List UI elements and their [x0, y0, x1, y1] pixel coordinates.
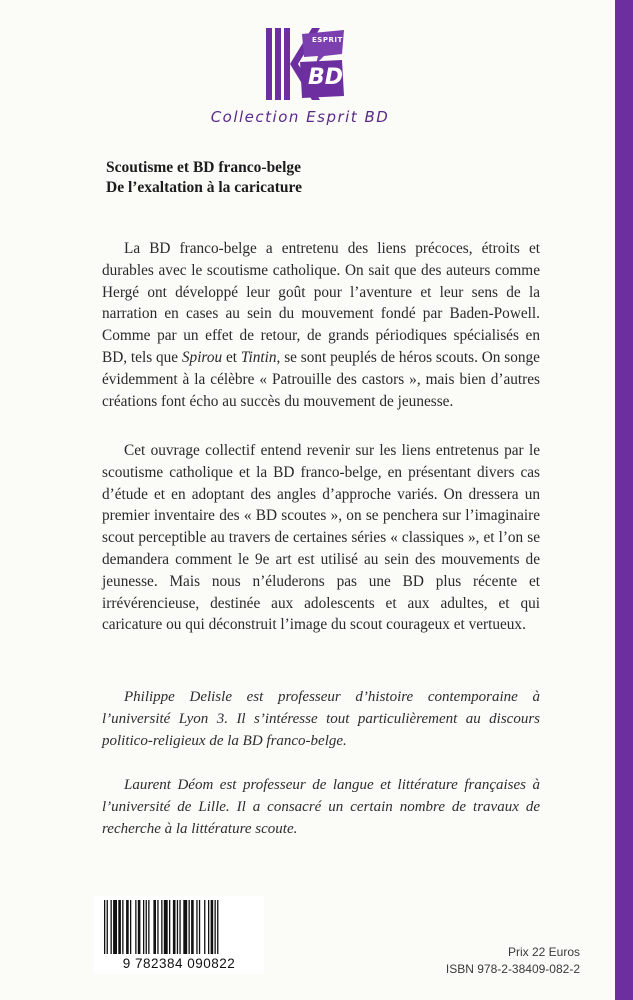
author-bio-delisle: Philippe Delisle est professeur d’histoire contemporaine à l’université Lyon 3. Il s’intéresse tout particulièrement au discours politico-religieux de la BD franco-belge. — [102, 689, 540, 749]
title-tintin: Tintin — [240, 348, 277, 366]
book-title-line-1: Scoutisme et BD franco-belge — [106, 159, 301, 176]
esprit-bd-logo — [262, 24, 352, 106]
price-label: Prix 22 Euros — [507, 945, 580, 959]
collection-label: Collection Esprit BD — [210, 108, 390, 126]
barcode-bars — [100, 900, 258, 956]
logo-big-text: BD — [308, 65, 344, 90]
isbn-label: ISBN 978-2-38409-082-2 — [445, 962, 580, 976]
author-bio-deom: Laurent Déom est professeur de langue et littérature françaises à l’université de Lille. Il a consacré un certain nombre de travaux de recherche à la littérature scoute. — [102, 777, 540, 837]
description-paragraph-1: La BD franco-belge a entretenu des liens précoces, étroits et durables avec le scoutisme catholique. On sait que des auteurs comme Hergé ont développé leur goût pour l’aventure et leur sens de la narration en cases au sein du mouvement fondé par Baden-Powell. Comme par un effet de retour, de grands périodiques spécialisés en BD, tels que Spirou et Tintin, se sont peuplés de héros scouts. On songe évidemment à la célèbre « Patrouille des castors », mais bien d’autres créations font écho au succès du mouvement de jeunesse. — [102, 240, 540, 410]
description-paragraph-2: Cet ouvrage collectif entend revenir sur les liens entretenus par le scoutisme catholique et la BD franco-belge, en présentant divers cas d’étude et en adoptant des angles d’approche variés. On dressera un premier inventaire des « BD scoutes », on se penchera sur l’imaginaire scout perceptible au travers de certaines séries « classiques », et l’on se demandera comment le 9e art est utilisé au sein des mouvements de jeunesse. Mais nous n’éluderons pas une BD plus récente et irrévérencieuse, destinée aux adolescents et aux adultes, et qui caricature ou qui déconstruit l’image du scout courageux et vertueux. — [102, 442, 540, 634]
book-title-line-2: De l’exaltation à la caricature — [106, 179, 302, 196]
barcode-digits: 9 782384 090822 — [122, 956, 236, 971]
logo-small-text: ESPRIT — [312, 36, 343, 44]
title-spirou: Spirou — [181, 348, 223, 366]
book-title — [106, 158, 302, 198]
purple-spine — [615, 0, 633, 1000]
isbn-barcode — [94, 896, 264, 974]
price-block — [446, 944, 580, 978]
